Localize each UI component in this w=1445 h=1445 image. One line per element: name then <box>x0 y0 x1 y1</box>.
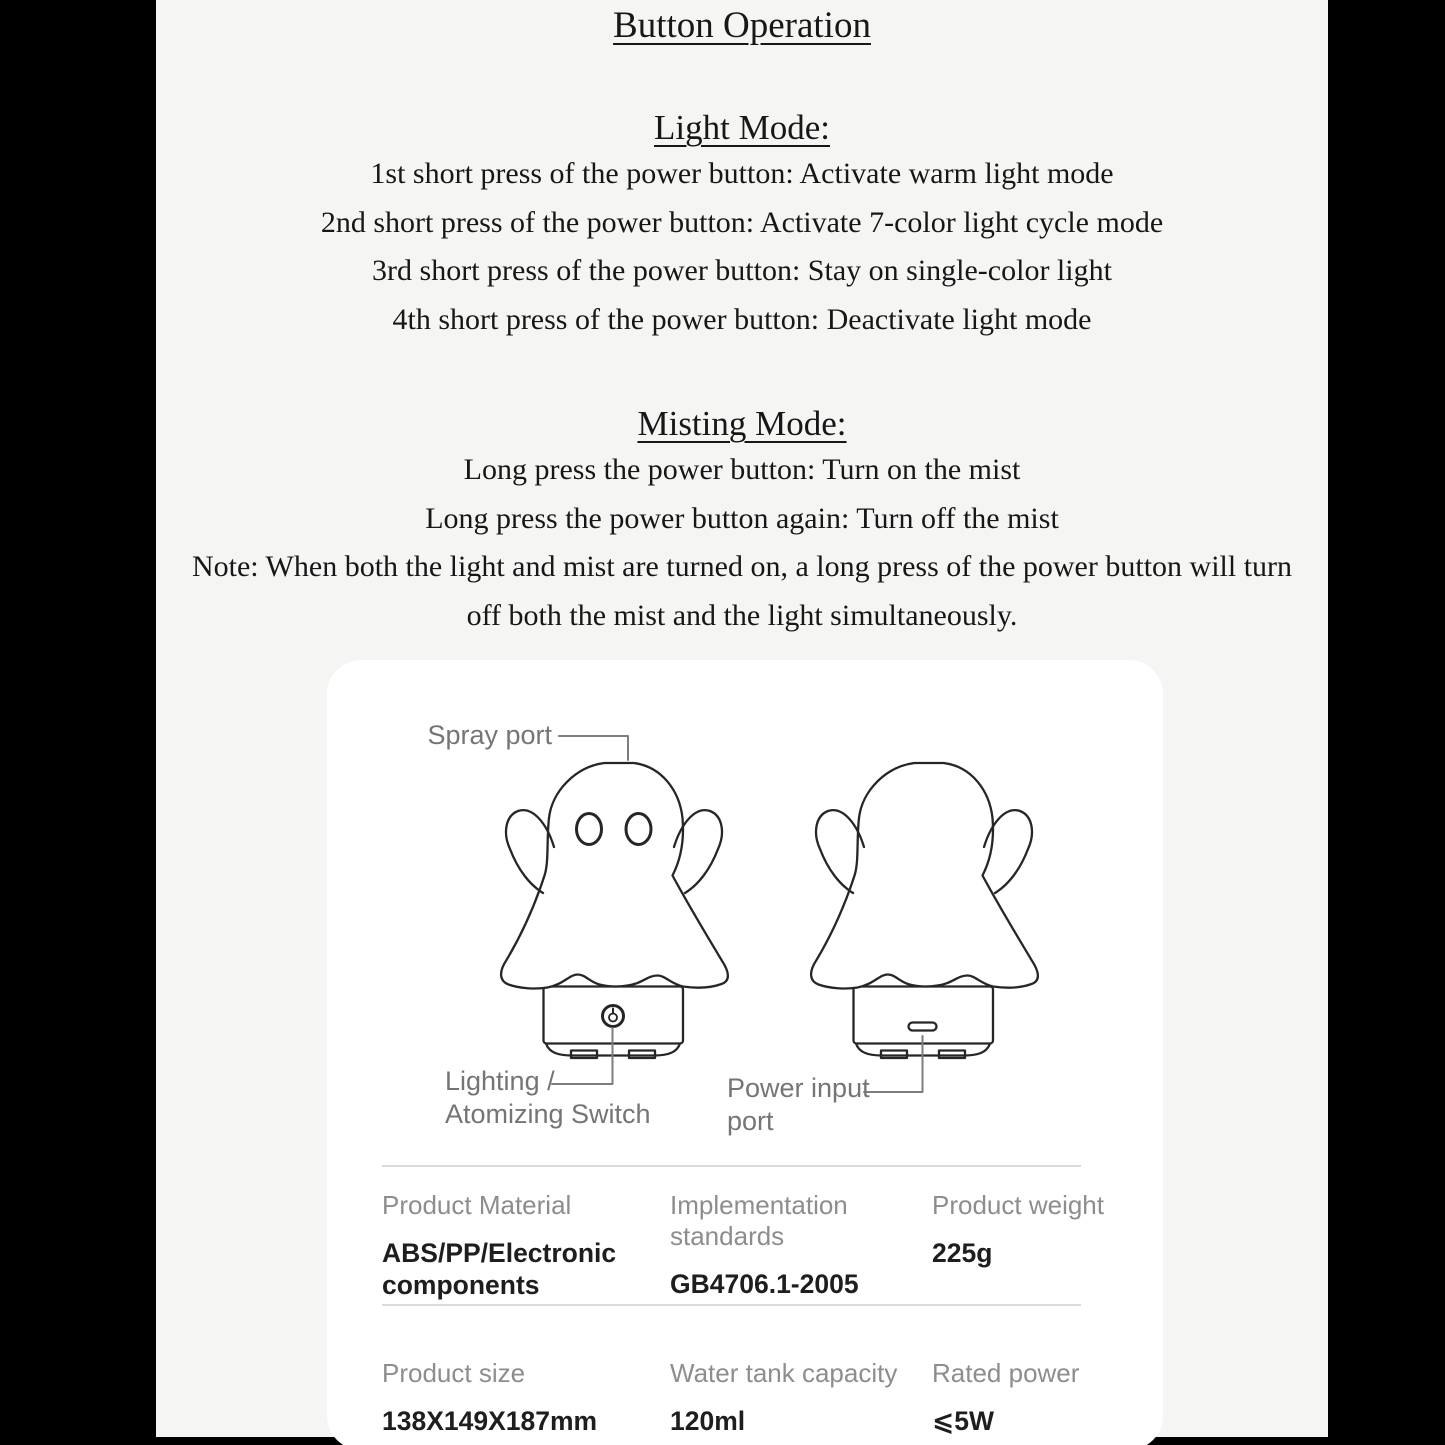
instruction-line: 2nd short press of the power button: Activate 7-color light cycle mode <box>320 205 1164 239</box>
specs-row <box>382 1165 1104 1304</box>
spec-label: Rated power <box>932 1358 1080 1388</box>
product-diagram <box>327 660 1163 1165</box>
spec-label: Product weight <box>932 1190 1104 1220</box>
instruction-line: 3rd short press of the power button: Stay on single-color light <box>372 254 1112 287</box>
spray-port-leader-line <box>559 736 628 760</box>
spec-product-size <box>382 1358 670 1437</box>
spec-label: Product size <box>382 1358 526 1388</box>
instruction-line: off both the mist and the light simultaneously. <box>466 598 1018 632</box>
spray-port-label: Spray port <box>427 720 552 750</box>
instruction-line: 4th short press of the power button: Deactivate light mode <box>392 302 1092 336</box>
instruction-line: 1st short press of the power button: Activate warm light mode <box>370 157 1114 190</box>
instruction-line: Note: When both the light and mist are turned on, a long press of the power button will turn <box>191 550 1293 583</box>
spec-label: Water tank capacity <box>670 1358 898 1388</box>
spec-label: Product Material <box>382 1190 572 1220</box>
spec-value: 120ml <box>670 1406 746 1436</box>
product-description-panel <box>156 0 1328 1437</box>
spec-rated-power <box>932 1358 1132 1437</box>
light-mode-heading: Light Mode: <box>654 108 830 147</box>
power-input-port-slot <box>909 1023 937 1031</box>
spec-value: 138X149X187mm <box>382 1406 598 1436</box>
misting-mode-heading: Misting Mode: <box>637 404 847 443</box>
instructions-block <box>156 4 1328 640</box>
power-port-label-line1: Power input <box>727 1073 870 1103</box>
spec-water-tank-capacity <box>670 1358 932 1437</box>
spec-value: GB4706.1-2005 <box>670 1269 859 1299</box>
spec-label: Implementation standards <box>670 1190 848 1251</box>
spec-implementation-standards <box>670 1190 932 1304</box>
switch-label-line1: Lighting / <box>445 1066 555 1096</box>
instruction-line: Long press the power button again: Turn off the mist <box>425 501 1059 535</box>
page-title: Button Operation <box>613 5 871 46</box>
spec-value: 225g <box>932 1238 993 1268</box>
specs-row <box>382 1304 1081 1437</box>
ghost-back-view <box>811 763 1038 1058</box>
specs-table <box>382 1165 1104 1437</box>
ghost-front-view <box>501 763 728 1058</box>
power-button-glyph <box>609 1014 617 1022</box>
instruction-line: Long press the power button: Turn on the mist <box>463 453 1021 486</box>
diagram-card <box>327 660 1163 1445</box>
spec-value: ABS/PP/Electronic components <box>382 1238 617 1300</box>
spec-value: ⩽5W <box>932 1406 994 1436</box>
spec-product-weight <box>932 1190 1132 1304</box>
switch-label-line2: Atomizing Switch <box>445 1099 651 1129</box>
power-port-label-line2: port <box>727 1106 774 1136</box>
spec-product-material <box>382 1190 670 1304</box>
